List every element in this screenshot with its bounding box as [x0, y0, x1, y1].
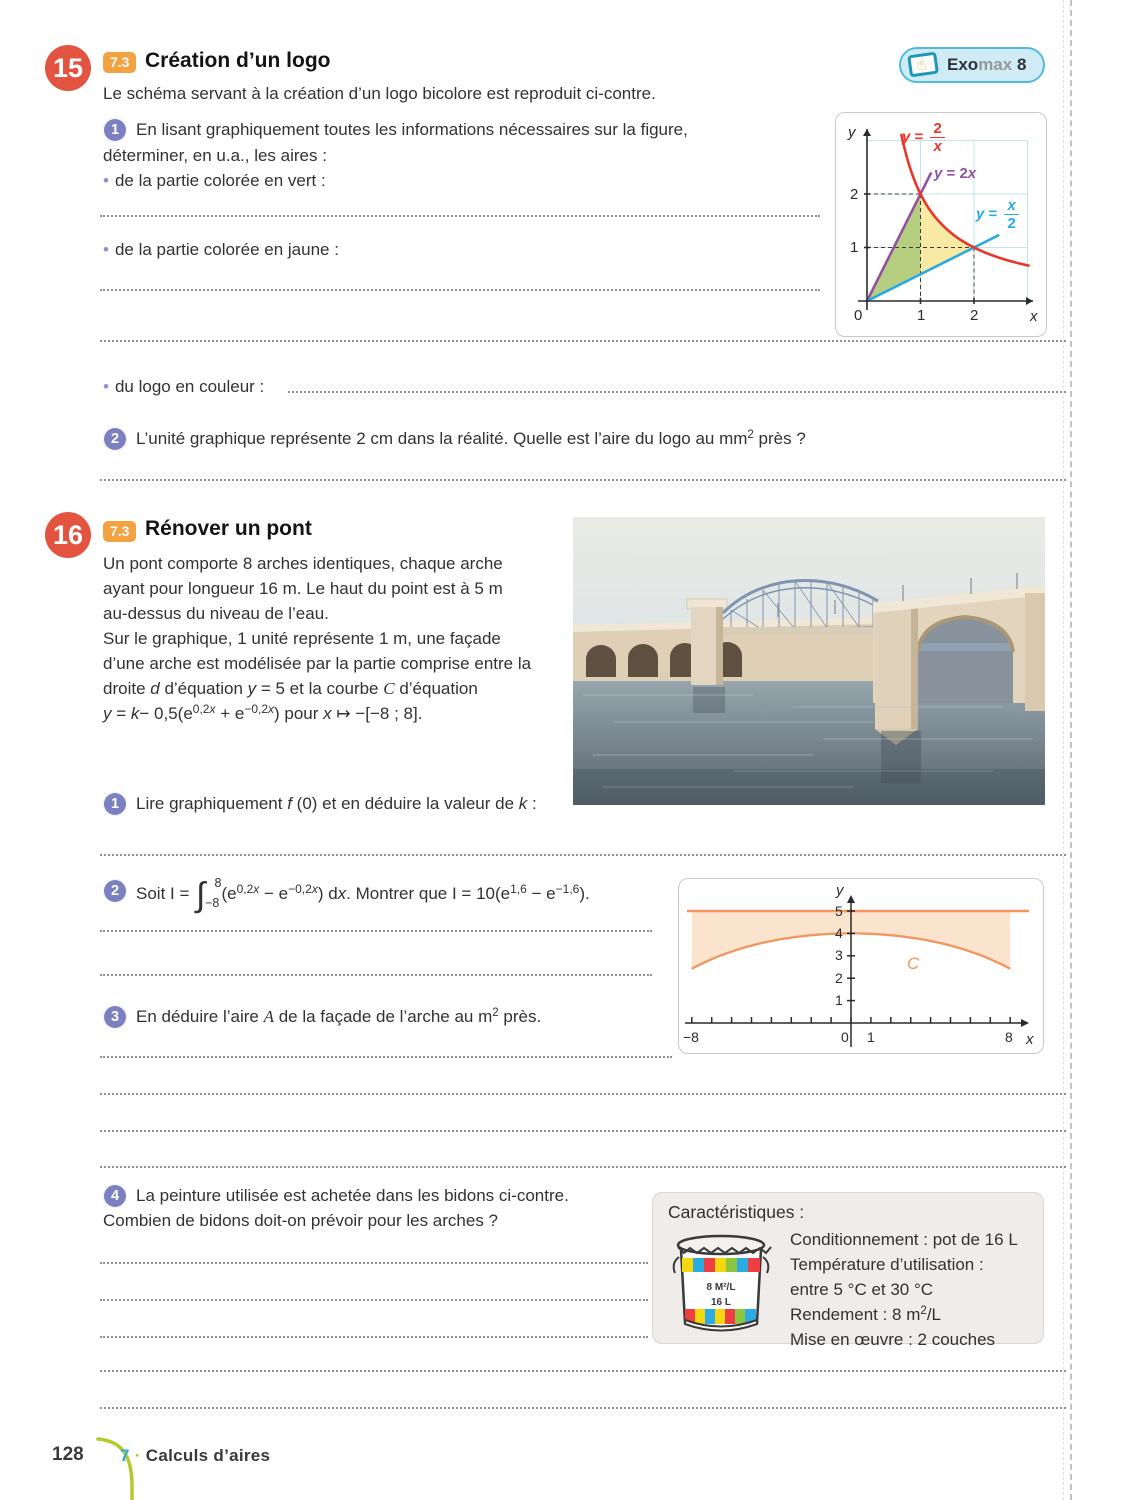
exercise-16-title: Rénover un pont: [145, 517, 312, 540]
question-3-text: En déduire l’aire A de la façade de l’arche au $m^2$ près.: [136, 1007, 542, 1026]
question-3-circle: 3: [103, 1005, 127, 1029]
arch-xlabel-0: 0: [841, 1029, 849, 1045]
arch-ytick-2: 2: [835, 970, 843, 986]
spec-rendement: Rendement : 8 $m^2/L$: [790, 1305, 941, 1324]
arch-ytick-3: 3: [835, 947, 843, 963]
bullet-icon: •: [103, 171, 109, 190]
answer-line: [288, 391, 1066, 393]
exercise-15-badge: 7.3: [103, 52, 136, 73]
question-2-text: L’unité graphique représente 2 cm dans la réalité. Quelle est l’aire du logo au $mm^2$ près ?: [136, 429, 806, 448]
script-C: C: [383, 679, 395, 698]
question-1-circle: 1: [103, 792, 127, 816]
logo-xtick-2: 2: [970, 307, 979, 324]
logo-origin-label: 0: [854, 307, 863, 324]
arch-curve-label: C: [907, 954, 920, 973]
arch-xlabel-m8: −8: [683, 1029, 699, 1045]
exomax-button[interactable]: [899, 47, 1045, 83]
bucket-label-volume: 16 L: [710, 1297, 732, 1308]
answer-line: [100, 340, 1066, 342]
question-2-text: Soit I = ∫ 8 −8 $(e^{0,2x} - e^{-0,2x})$ dx. Montrer que $I = 10(e^{1,6} - e^{-1,6})$.: [136, 876, 590, 914]
answer-line: [100, 1336, 648, 1338]
label-y-x-over-2: y = $\frac{x}{2}$: [976, 198, 1019, 231]
logo-ylabel: y: [848, 124, 856, 141]
tablet-hand-icon: ☝: [907, 51, 941, 79]
exercise-16-intro: Un pont comporte 8 arches identiques, chaque arche ayant pour longueur 16 m. Le haut du point est à 5 m au-dessus du niveau de l’eau. Sur le graphique, 1 unité représente 1 m, une façade d’une arche est modélisée par la partie comprise entre la droite d d’équation y = 5 et la courbe C d’équation $y = k- 0,5(e^{0,2x} + e^{-0,2x})$ pour x ↦ −[−8 ; 8].: [103, 554, 532, 723]
arch-xlabel-8: 8: [1005, 1029, 1013, 1045]
bridge-photo: [573, 517, 1045, 805]
label-y-2x: y = 2x: [934, 165, 977, 182]
answer-line: [100, 215, 820, 217]
paint-bucket-icon: [665, 1227, 777, 1339]
logo-ytick-1: 1: [850, 239, 859, 256]
question-4-text-line2: Combien de bidons doit-on prévoir pour les arches ?: [103, 1211, 499, 1230]
arch-ytick-5: 5: [835, 903, 843, 919]
question-2-circle: 2: [103, 427, 127, 451]
answer-line: [100, 1262, 648, 1264]
exercise-15-intro: Le schéma servant à la création d’un logo bicolore est reproduit ci-contre.: [103, 84, 656, 103]
question-4-circle: 4: [103, 1184, 127, 1208]
logo-xlabel: x: [1030, 308, 1038, 325]
answer-line: [100, 930, 652, 932]
exercise-16-question-3: [103, 1005, 541, 1029]
integral-symbol: ∫ 8 −8: [196, 876, 222, 914]
exomax-label: Exomax 8: [947, 55, 1027, 74]
exercise-16-question-2: [103, 876, 590, 914]
bullet-icon: •: [103, 377, 109, 396]
bucket-label-yield: 8 M²/L: [706, 1282, 736, 1293]
answer-line: [100, 854, 1066, 856]
paint-specs-box: [652, 1192, 1044, 1349]
arch-ytick-1: 1: [835, 992, 843, 1008]
answer-line: [100, 974, 652, 976]
answer-line: [100, 1056, 672, 1058]
exercise-16-badge: 7.3: [103, 521, 136, 542]
question-1-circle: 1: [103, 118, 127, 142]
bullet-logo-couleur: • du logo en couleur :: [103, 377, 265, 396]
footer-separator: [92, 1434, 144, 1500]
answer-line: [100, 1299, 648, 1301]
answer-line: [100, 1370, 1066, 1372]
answer-line: [100, 1166, 1066, 1168]
exercise-16-question-1: [103, 792, 537, 816]
exercise-15-question-1: [103, 118, 688, 142]
cut-line: [1070, 0, 1072, 1500]
spec-temperature: Température d’utilisation :: [790, 1255, 984, 1274]
arch-ytick-4: 4: [835, 925, 843, 941]
exercise-16-number: 16: [45, 512, 91, 558]
question-4-text: La peinture utilisée est achetée dans les bidons ci-contre.: [136, 1186, 569, 1205]
spec-temperature-range: entre 5 °C et 30 °C: [790, 1280, 934, 1299]
arch-figure: [678, 878, 1044, 1054]
bullet-jaune: • de la partie colorée en jaune :: [103, 240, 339, 259]
question-1-text: Lire graphiquement f (0) et en déduire la valeur de k :: [136, 794, 537, 813]
spec-mise-en-oeuvre: Mise en œuvre : 2 couches: [790, 1330, 996, 1349]
question-1-text-line2: déterminer, en u.a., les aires :: [103, 146, 327, 165]
label-y-2-over-x: y = $\frac{2}{x}$: [902, 121, 945, 154]
logo-xtick-1: 1: [917, 307, 926, 324]
exercise-16-question-4: [103, 1184, 569, 1208]
chapter-footer: 7 · Calculs d’aires: [120, 1446, 271, 1465]
bullet-icon: •: [103, 240, 109, 259]
answer-line: [100, 1130, 1066, 1132]
question-2-circle: 2: [103, 879, 127, 903]
answer-line: [100, 479, 1066, 481]
cut-line: [1063, 0, 1064, 1500]
exercise-15-number: 15: [45, 45, 91, 91]
answer-line: [100, 1407, 1066, 1409]
answer-line: [100, 289, 820, 291]
question-1-text: En lisant graphiquement toutes les informations nécessaires sur la figure,: [136, 120, 688, 139]
spec-conditionnement: Conditionnement : pot de 16 L: [790, 1230, 1018, 1249]
arch-xlabel-x: x: [1026, 1031, 1034, 1048]
exercise-15-question-2: [103, 427, 806, 451]
script-A: A: [263, 1007, 274, 1026]
bullet-vert: • de la partie colorée en vert :: [103, 171, 326, 190]
answer-line: [100, 1093, 1066, 1095]
arch-xlabel-1: 1: [867, 1029, 875, 1045]
exercise-15-title: Création d’un logo: [145, 49, 331, 72]
paint-specs-title: Caractéristiques :: [668, 1202, 805, 1222]
page-number: 128: [52, 1444, 84, 1465]
arch-ylabel: y: [836, 882, 844, 899]
logo-ytick-2: 2: [850, 186, 859, 203]
logo-figure: [835, 112, 1047, 337]
